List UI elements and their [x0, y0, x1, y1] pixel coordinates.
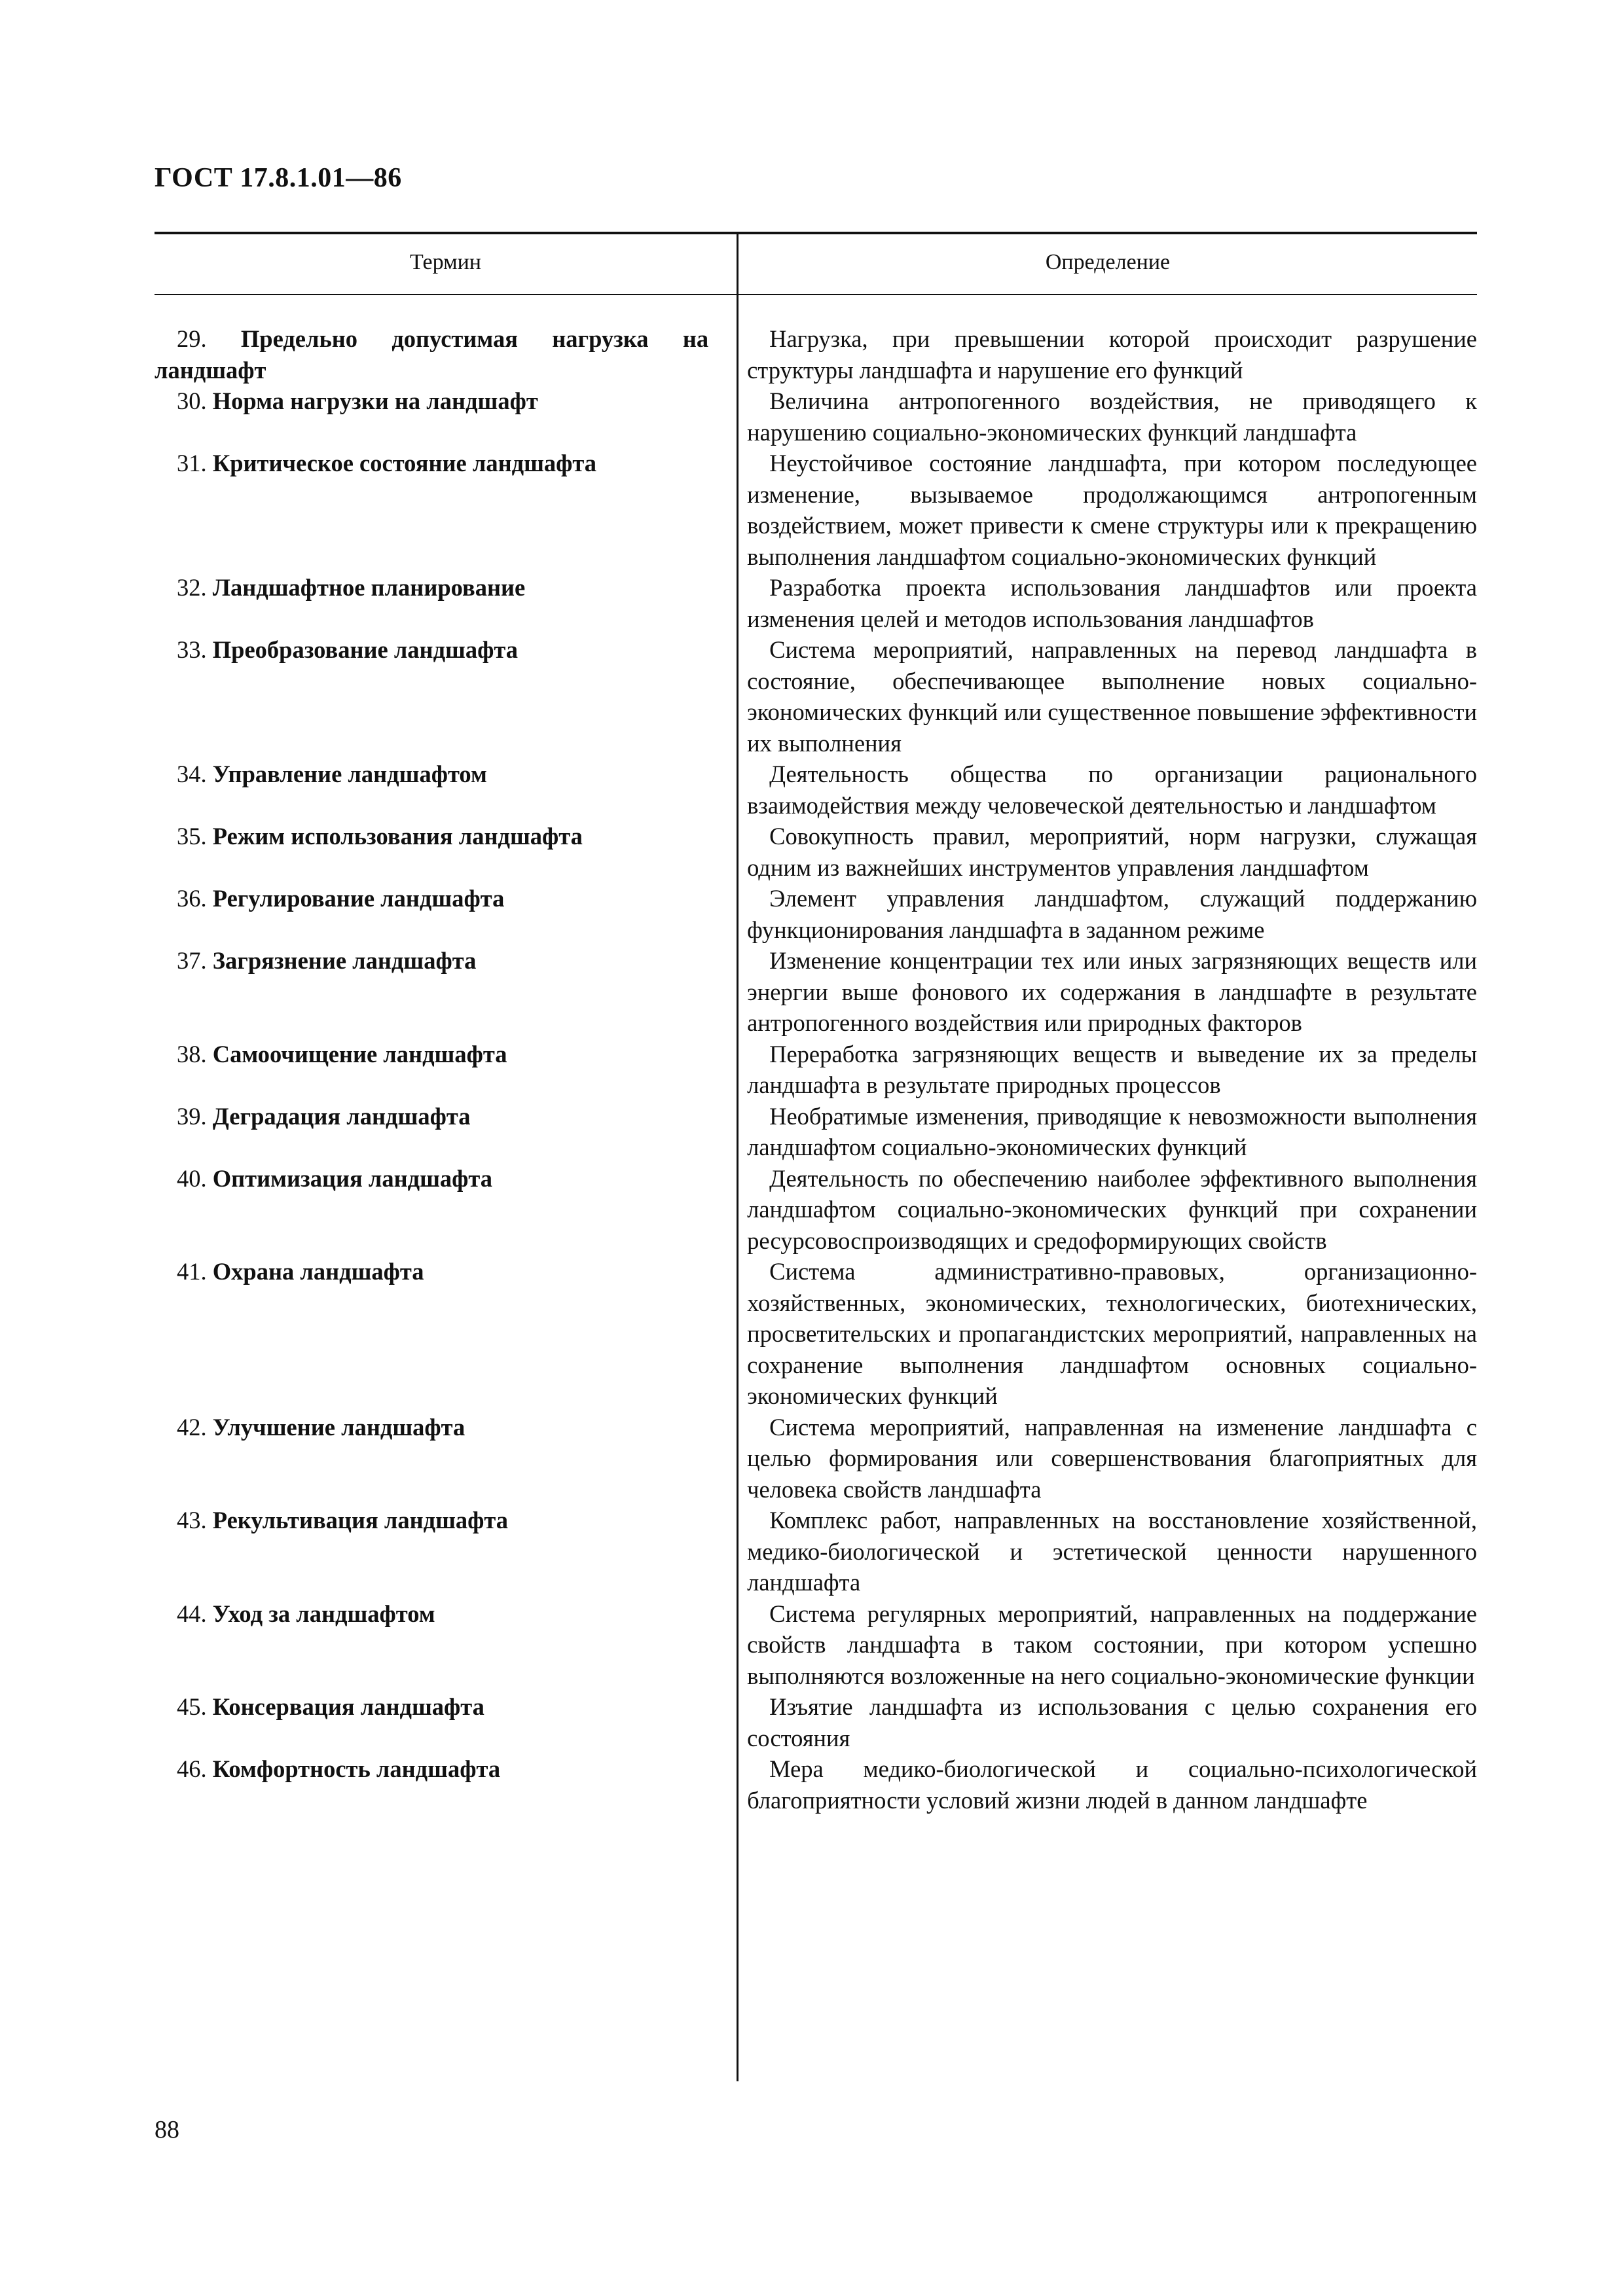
table-top-rule [155, 232, 1477, 234]
term-name: Регулирование ландшафта [212, 885, 505, 912]
term-number: 35. [177, 823, 207, 850]
term-number: 32. [177, 574, 207, 601]
term-number: 43. [177, 1507, 207, 1534]
term-number: 42. [177, 1413, 207, 1441]
definition-cell: Необратимые изменения, приводящие к невозможности выполнения ландшафтом социально-экономических функций [747, 1102, 1477, 1160]
table-row [155, 386, 1477, 448]
table-row [155, 1598, 1477, 1692]
definition-cell: Система мероприятий, направленная на изменение ландшафта с целью формирования или совершенствования благоприятных для человека свойств ландшафта [747, 1413, 1477, 1503]
term-cell [155, 759, 734, 821]
term-cell [155, 1691, 734, 1753]
table-header-rule [155, 294, 1477, 295]
definition-cell: Неустойчивое состояние ландшафта, при котором последующее изменение, вызываемое продолжающимся антропогенным воздействием, может привести к смене структуры или к прекращению выполнения ландшафтом социально-экономических функций [747, 450, 1477, 570]
term-name: Ландшафтное планирование [212, 574, 526, 601]
term-name: Оптимизация ландшафта [212, 1164, 493, 1192]
term-number: 38. [177, 1040, 207, 1067]
term-number: 34. [177, 761, 207, 787]
term-cell [155, 572, 734, 634]
term-cell [155, 883, 734, 945]
term-number: 41. [177, 1258, 207, 1285]
table-row [155, 1039, 1477, 1101]
table-row [155, 1412, 1477, 1505]
definition-cell: Система регулярных мероприятий, направленных на поддержание свойств ландшафта в таком состоянии, при котором успешно выполняются возложенные на него социально-экономические функции [747, 1600, 1477, 1689]
term-name: Уход за ландшафтом [212, 1600, 435, 1627]
table-row [155, 1163, 1477, 1257]
term-name: Деградация ландшафта [212, 1102, 471, 1130]
table-row [155, 572, 1477, 634]
term-cell [155, 634, 734, 759]
column-header-definition: Определение [1045, 250, 1171, 274]
definition-cell: Нагрузка, при превышении которой происходит разрушение структуры ландшафта и нарушение его функций [747, 325, 1477, 384]
table-row [155, 323, 1477, 386]
table-row [155, 1505, 1477, 1598]
table-row [155, 448, 1477, 572]
definition-cell: Деятельность общества по организации рационального взаимодействия между человеческой деятельностью и ландшафтом [747, 761, 1477, 819]
table-row [155, 1256, 1477, 1412]
definition-cell: Изъятие ландшафта из использования с целью сохранения его состояния [747, 1693, 1477, 1751]
term-cell [155, 1753, 734, 1816]
term-name: Загрязнение ландшафта [212, 947, 477, 974]
definition-cell: Переработка загрязняющих веществ и выведение их за пределы ландшафта в результате природных процессов [747, 1040, 1477, 1098]
definition-cell: Система мероприятий, направленных на перевод ландшафта в состояние, обеспечивающее выполнение новых социально-экономических функций или существенное повышение эффективности их выполнения [747, 636, 1477, 757]
term-name: Режим использования ландшафта [212, 823, 583, 850]
term-cell [155, 1039, 734, 1101]
term-number: 39. [177, 1102, 207, 1130]
term-number: 45. [177, 1693, 207, 1720]
term-cell [155, 1163, 734, 1257]
definition-cell: Комплекс работ, направленных на восстановление хозяйственной, медико-биологической и эстетической ценности нарушенного ландшафта [747, 1507, 1477, 1596]
term-name: Преобразование ландшафта [212, 636, 518, 663]
document-title: ГОСТ 17.8.1.01—86 [155, 163, 402, 193]
term-name: Предельно допустимая нагрузка на ландшафт [155, 325, 709, 384]
term-number: 29. [177, 325, 207, 352]
page-number: 88 [155, 2116, 179, 2144]
term-number: 44. [177, 1600, 207, 1627]
definition-cell: Совокупность правил, мероприятий, норм нагрузки, служащая одним из важнейших инструментов управления ландшафтом [747, 823, 1477, 881]
term-name: Норма нагрузки на ландшафт [212, 387, 538, 414]
table-row [155, 1691, 1477, 1753]
definition-cell: Система административно-правовых, организационно-хозяйственных, экономических, технологических, биотехнических, просветительских и пропагандистских мероприятий, направленных на сохранение выполнения ландшафтом основных социально-экономических функций [747, 1258, 1477, 1409]
term-name: Комфортность ландшафта [212, 1755, 501, 1782]
table-row [155, 821, 1477, 883]
term-name: Критическое состояние ландшафта [212, 450, 597, 476]
term-name: Улучшение ландшафта [212, 1413, 465, 1441]
definition-cell: Разработка проекта использования ландшафтов или проекта изменения целей и методов использования ландшафтов [747, 574, 1477, 632]
term-name: Рекультивация ландшафта [212, 1507, 509, 1534]
table-row [155, 945, 1477, 1039]
definition-cell: Величина антропогенного воздействия, не приводящего к нарушению социально-экономических функций ландшафта [747, 387, 1477, 446]
term-cell [155, 1101, 734, 1163]
term-cell [155, 821, 734, 883]
term-number: 36. [177, 885, 207, 912]
term-number: 30. [177, 387, 207, 414]
term-number: 37. [177, 947, 207, 974]
term-number: 40. [177, 1164, 207, 1192]
definition-cell: Изменение концентрации тех или иных загрязняющих веществ или энергии выше фонового их содержания в ландшафте в результате антропогенного воздействия или природных факторов [747, 947, 1477, 1036]
term-cell [155, 448, 734, 572]
term-name: Управление ландшафтом [212, 761, 487, 787]
table-row [155, 1101, 1477, 1163]
term-cell [155, 945, 734, 1039]
column-header-term: Термин [410, 250, 481, 274]
table-row [155, 883, 1477, 945]
table-row [155, 634, 1477, 759]
definition-cell: Мера медико-биологической и социально-психологической благоприятности условий жизни людей в данном ландшафте [747, 1755, 1477, 1814]
term-cell [155, 1505, 734, 1598]
term-cell [155, 1256, 734, 1412]
table-row [155, 1753, 1477, 1816]
term-cell [155, 1412, 734, 1505]
definition-cell: Элемент управления ландшафтом, служащий поддержанию функционирования ландшафта в заданном режиме [747, 885, 1477, 943]
table-body [155, 323, 1477, 1816]
term-number: 46. [177, 1755, 207, 1782]
term-name: Охрана ландшафта [212, 1258, 424, 1285]
table-row [155, 759, 1477, 821]
term-cell [155, 323, 734, 386]
term-name: Самоочищение ландшафта [212, 1040, 507, 1067]
term-number: 31. [177, 450, 207, 476]
term-name: Консервация ландшафта [212, 1693, 484, 1720]
term-number: 33. [177, 636, 207, 663]
term-cell [155, 1598, 734, 1692]
definition-cell: Деятельность по обеспечению наиболее эффективного выполнения ландшафтом социально-экономических функций при сохранении ресурсовоспроизводящих и средоформирующих свойств [747, 1164, 1477, 1254]
term-cell [155, 386, 734, 448]
